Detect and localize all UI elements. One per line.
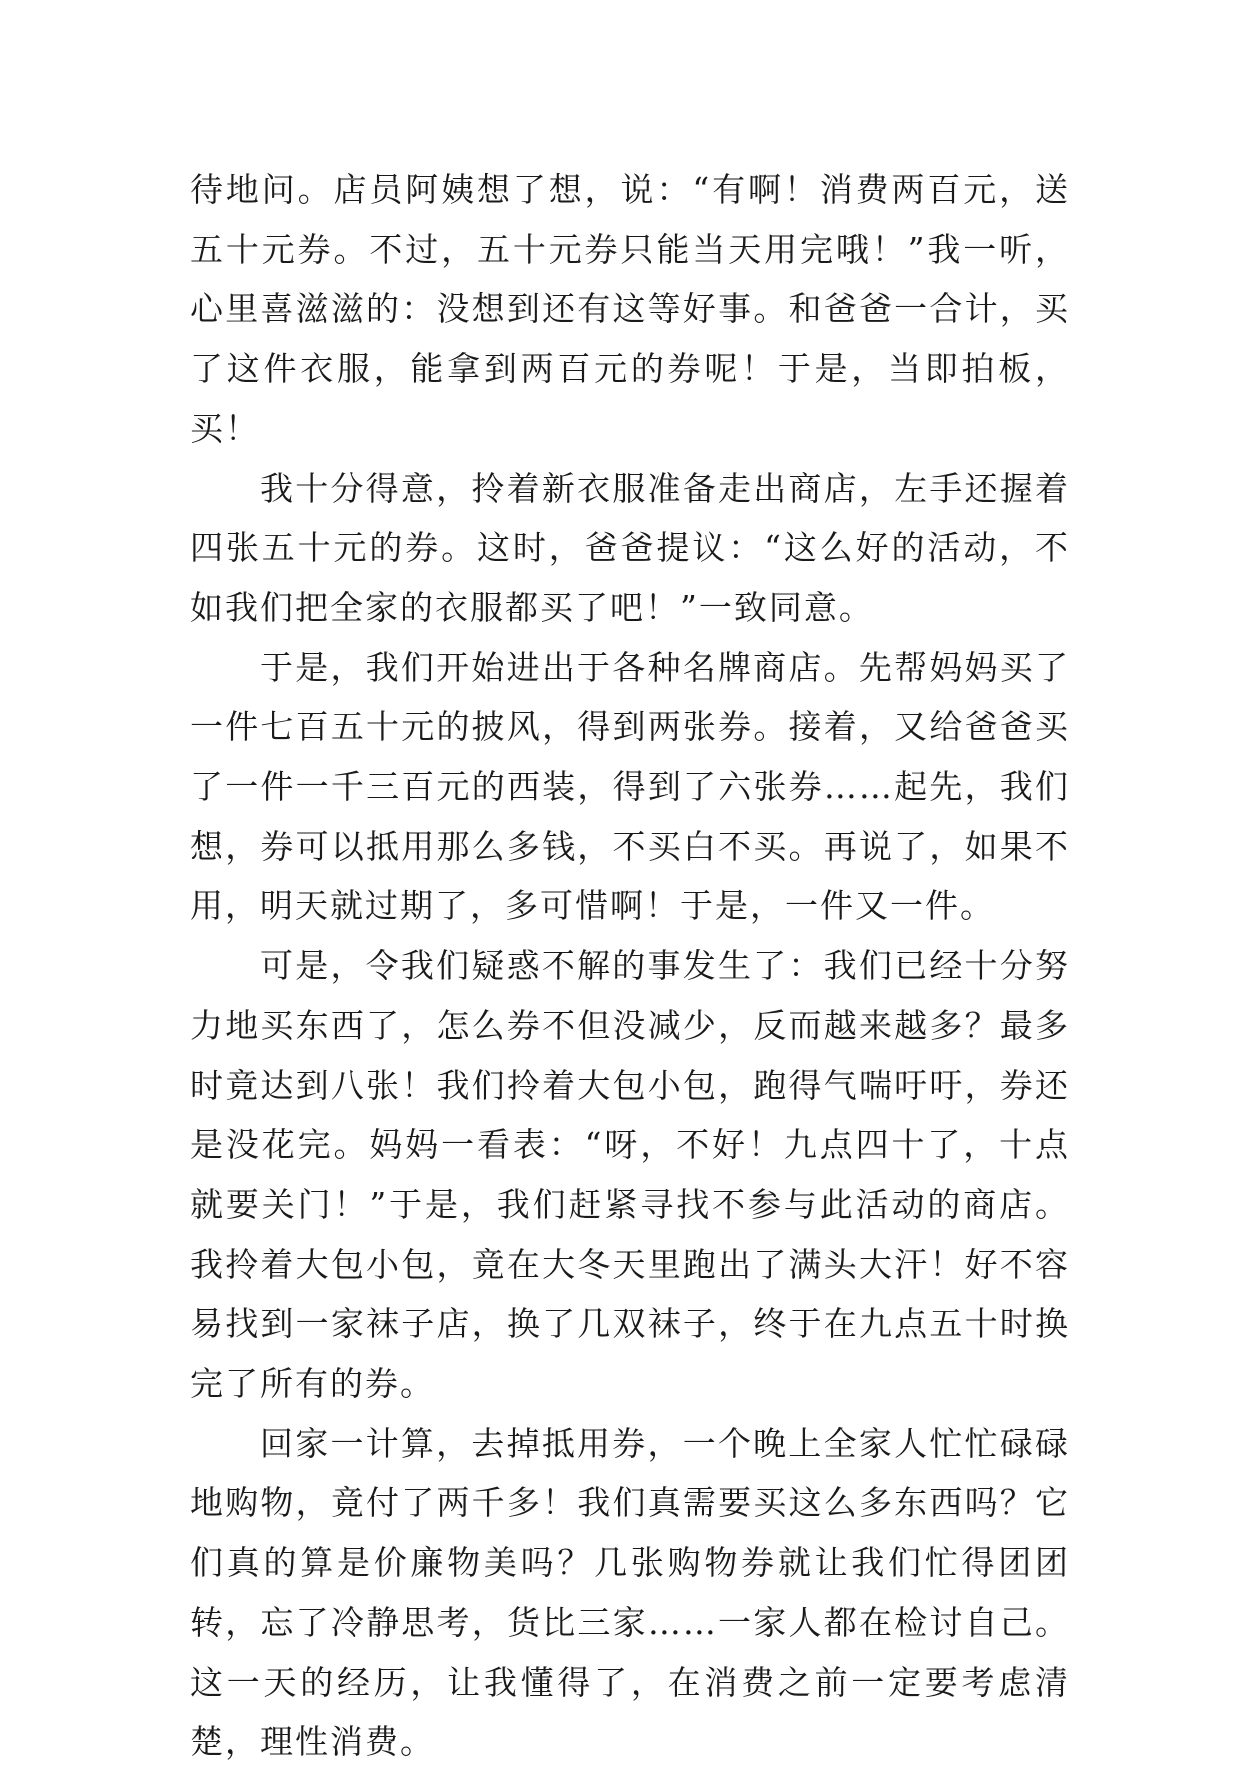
paragraph-2: 我十分得意，拎着新衣服准备走出商店，左手还握着四张五十元的券。这时，爸爸提议：“这么好的活动，不如我们把全家的衣服都买了吧！”一致同意。: [190, 468, 1070, 627]
document-body: [190, 160, 1070, 1772]
paragraph-3: 于是，我们开始进出于各种名牌商店。先帮妈妈买了一件七百五十元的披风，得到两张券。接着，又给爸爸买了一件一千三百元的西装，得到了六张券……起先，我们想，券可以抵用那么多钱，不买白不买。再说了，如果不用，明天就过期了，多可惜啊！于是，一件又一件。: [190, 647, 1070, 926]
paragraph-5: 回家一计算，去掉抵用券，一个晚上全家人忙忙碌碌地购物，竟付了两千多！我们真需要买这么多东西吗？它们真的算是价廉物美吗？几张购物券就让我们忙得团团转，忘了冷静思考，货比三家……一家人都在检讨自己。这一天的经历，让我懂得了，在消费之前一定要考虑清楚，理性消费。: [190, 1423, 1070, 1762]
paragraph-4: 可是，令我们疑惑不解的事发生了：我们已经十分努力地买东西了，怎么券不但没减少，反而越来越多？最多时竟达到八张！我们拎着大包小包，跑得气喘吁吁，券还是没花完。妈妈一看表：“呀，不好！九点四十了，十点就要关门！”于是，我们赶紧寻找不参与此活动的商店。我拎着大包小包，竟在大冬天里跑出了满头大汗！好不容易找到一家袜子店，换了几双袜子，终于在九点五十时换完了所有的券。: [190, 946, 1070, 1404]
paragraph-1: 待地问。店员阿姨想了想，说：“有啊！消费两百元，送五十元券。不过，五十元券只能当天用完哦！”我一听，心里喜滋滋的：没想到还有这等好事。和爸爸一合计，买了这件衣服，能拿到两百元的券呢！于是，当即拍板，买！: [190, 170, 1070, 448]
